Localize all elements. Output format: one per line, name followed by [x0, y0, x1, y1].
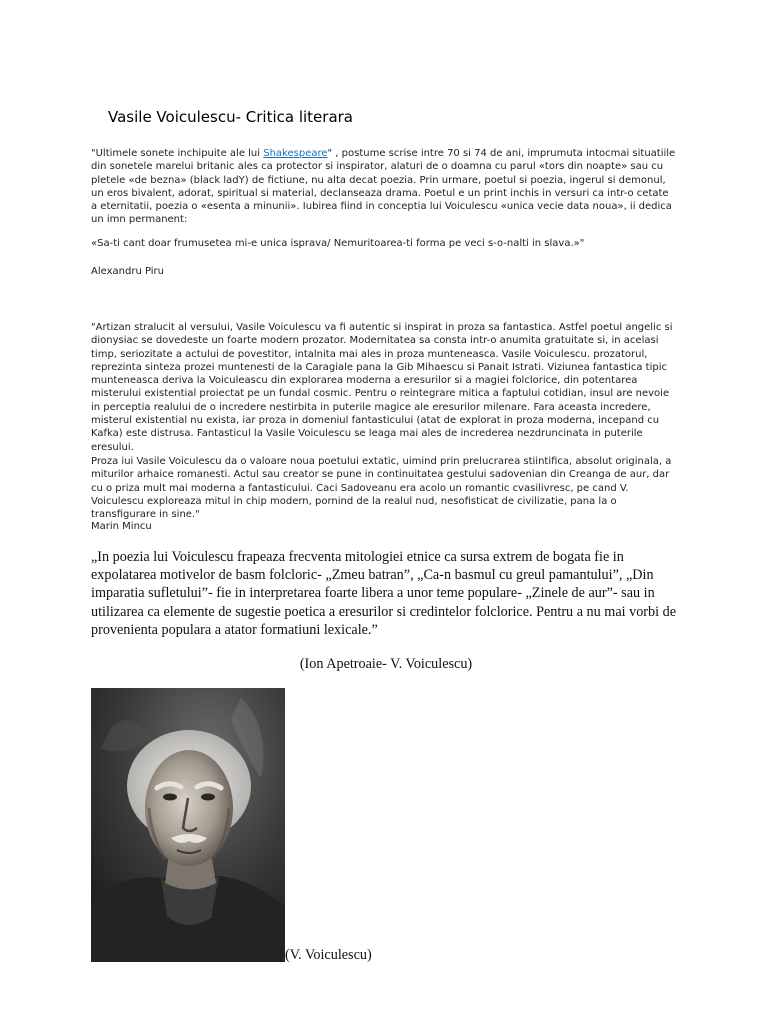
author-apetroaie: (Ion Apetroaie- V. Voiculescu) [299, 656, 473, 672]
author-mincu: Marin Mincu [91, 521, 152, 532]
quote-apetroaie: „In poezia lui Voiculescu frapeaza frecventa mitologiei etnice ca sursa extrem de bogata fie in expolatarea motivelor de basm folcloric- „Zmeu batran”, „Ca-n basmul cu greul pamantului”, „Din imparatia sufletului”- fie in interpretarea foarte libera a unor teme populare- „Zinele de aur”- sau in utilizarea ca elemente de sugestie poetica a eresurilor si credintelor folclorice. Pentru a nu mai vorbi de provenienta populara a atator formatiuni lexicale.” [91, 549, 676, 638]
quote-mincu-paragraph-1: "Artizan stralucit al versului, Vasile Voiculescu va fi autentic si inspirat in proza sa fantastica. Astfel poetul angelic si dionysiac se dovedeste un foarte modern prozator. Modernitatea sa consta intr-o anumita gratuitate si, in acelasi timp, seriozitate a actului de povestitor, intalnita mai ales in proza munteneasca. Vasile Voiculescu. prozatorul, reprezinta sinteza prozei muntenesti de la Caragiale pana la Gib Mihaescu si Panait Istrati. Viziunea fantastica tipic munteneasca deriva la Voiculeascu din explorarea moderna a eresurilor si a magiei folclorice, din potentarea misterului existential proiectat pe un fundal cosmic. Pentru o reintegrare mitica a faptului cotidian, insul are nevoie in perceptia realului de o incredere nestirbita in puterile magice ale eresurilor milenare. Fara aceasta incredere, misterul existential nu exista, iar proza in domeniul fantasticului (atat de explorat in proza moderna, incepand cu Kafka) este distrusa. Fantasticul la Vasile Voiculescu se leaga mai ales de increderea nezdruncinata in puterile eresului. [91, 322, 673, 453]
verse-quote: «Sa-ti cant doar frumusetea mi-e unica isprava/ Nemuritoarea-ti forma pe veci s-o-nalti in slava.»" [91, 238, 585, 249]
quote-piru-paragraph [91, 147, 676, 227]
portrait-image [91, 688, 285, 962]
photo-caption: (V. Voiculescu) [285, 947, 372, 963]
quote-piru-rest: " , postume scrise intre 70 si 74 de ani, imprumuta intocmai situatiile din sonetele marelui britanic ales ca protector si inspirator, alaturi de o doamna cu parul «tors din noapte» sau cu pletele «de bezna» (black ladY) de fictiune, nu alta decat poezia. Prin urmare, poetul si poezia, ingerul si demonul, un eros bivalent, adorat, spiritual si material, declanseaza drama. Poetul e un print inchis in versuri ca intr-o cetate a eternitatii, poezia o «esenta a minunii». Iubirea fiind in conceptia lui Voiculescu «unica vecie data noua», ii dedica un imn permanent: [91, 148, 676, 226]
shakespeare-link[interactable]: Shakespeare [263, 148, 328, 159]
portrait-photo [91, 688, 285, 962]
quote-piru-open: "Ultimele sonete inchipuite ale lui [91, 148, 264, 159]
author-piru: Alexandru Piru [91, 266, 164, 277]
document-title: Vasile Voiculescu- Critica literara [108, 108, 354, 126]
quote-mincu-paragraph-2: Proza iui Vasile Voiculescu da o valoare noua poetului extatic, uimind prin prelucrarea stiintifica, absolut originala, a miturilor arhaice romanesti. Actul sau creator se pune in continuitatea gestului sadovenian din Creanga de aur, dar cu o priza mult mai moderna a fantasticului. Caci Sadoveanu era acolo un romantic cvasilivresc, pe cand V. Voiculescu exploreaza mitul in chip modern, pornind de la realul nud, nesofisticat de civilizatie, pana la o transfigurare in sine." [91, 456, 672, 521]
